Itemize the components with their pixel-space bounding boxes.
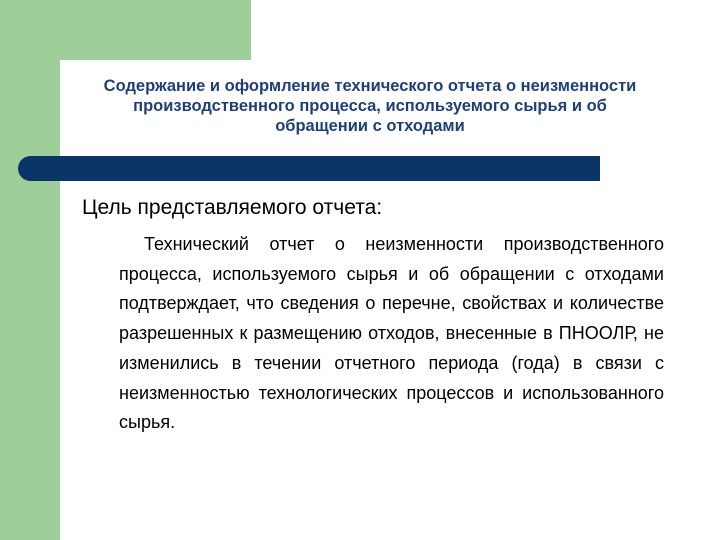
decorative-title-bar: [18, 156, 600, 181]
slide-title: Содержание и оформление технического отчета о неизменности производственного процесса, используемого сырья и об обращении с отходами: [103, 77, 637, 135]
slide-body-paragraph: Технический отчет о неизменности производственного процесса, используемого сырья и об обращении с отходами подтверждает, что сведения о перечне, свойствах и количестве разрешенных к размещению отходов, внесенные в ПНООЛР, не изменились в течении отчетного периода (года) в связи с неизменностью технологических процессов и использованного сырья.: [119, 234, 664, 433]
decorative-green-corner: [0, 0, 251, 60]
slide-subheading: Цель представляемого отчета:: [82, 196, 383, 219]
decorative-green-sidebar: [0, 0, 60, 540]
